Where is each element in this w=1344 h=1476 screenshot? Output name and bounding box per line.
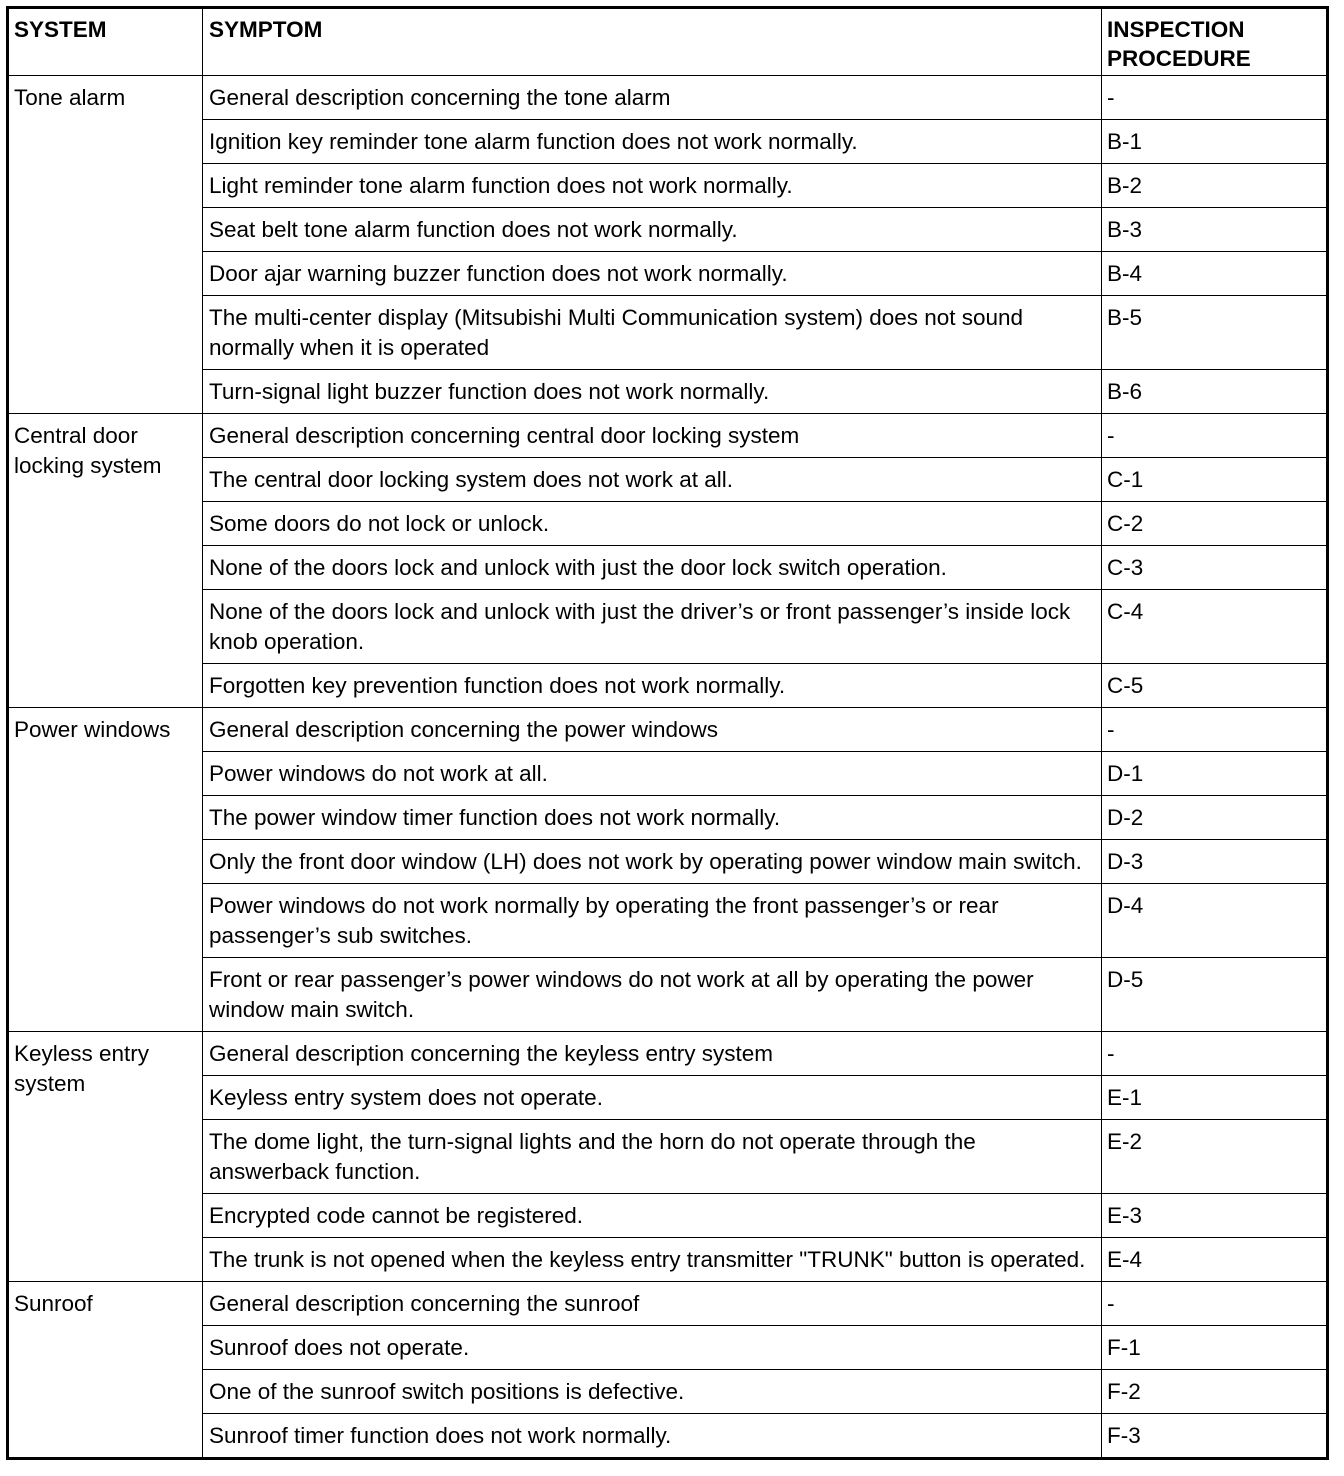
table-row (8, 252, 1328, 296)
table-row (8, 752, 1328, 796)
symptom-cell: General description concerning the tone alarm (203, 76, 1102, 120)
procedure-cell: B-4 (1102, 252, 1328, 296)
procedure-cell: B-5 (1102, 296, 1328, 370)
table-row (8, 840, 1328, 884)
table-row (8, 884, 1328, 958)
table-row (8, 502, 1328, 546)
system-cell: Sunroof (8, 1282, 203, 1459)
procedure-cell: D-5 (1102, 958, 1328, 1032)
header-symptom: SYMPTOM (203, 8, 1102, 76)
system-cell: Power windows (8, 708, 203, 1032)
header-inspection-procedure: INSPECTION PROCEDURE (1102, 8, 1328, 76)
procedure-cell: F-1 (1102, 1326, 1328, 1370)
symptom-cell: Light reminder tone alarm function does not work normally. (203, 164, 1102, 208)
table-row (8, 1282, 1328, 1326)
symptom-cell: Some doors do not lock or unlock. (203, 502, 1102, 546)
procedure-cell: C-4 (1102, 590, 1328, 664)
procedure-cell: C-1 (1102, 458, 1328, 502)
table-row (8, 1414, 1328, 1459)
symptom-cell: Front or rear passenger’s power windows do not work at all by operating the power window main switch. (203, 958, 1102, 1032)
table-row (8, 120, 1328, 164)
symptom-cell: General description concerning central door locking system (203, 414, 1102, 458)
procedure-cell: C-5 (1102, 664, 1328, 708)
procedure-cell: F-2 (1102, 1370, 1328, 1414)
symptom-cell: Ignition key reminder tone alarm function does not work normally. (203, 120, 1102, 164)
procedure-cell: D-2 (1102, 796, 1328, 840)
symptom-table (6, 6, 1329, 1460)
table-header (8, 8, 1328, 76)
table-row (8, 296, 1328, 370)
symptom-cell: The multi-center display (Mitsubishi Multi Communication system) does not sound normally when it is operated (203, 296, 1102, 370)
table-row (8, 796, 1328, 840)
symptom-cell: Seat belt tone alarm function does not work normally. (203, 208, 1102, 252)
table-row (8, 708, 1328, 752)
procedure-cell: B-3 (1102, 208, 1328, 252)
symptom-cell: Keyless entry system does not operate. (203, 1076, 1102, 1120)
table-row (8, 1076, 1328, 1120)
system-cell: Central door locking system (8, 414, 203, 708)
procedure-cell: - (1102, 1032, 1328, 1076)
procedure-cell: E-1 (1102, 1076, 1328, 1120)
table-row (8, 958, 1328, 1032)
symptom-cell: None of the doors lock and unlock with just the door lock switch operation. (203, 546, 1102, 590)
symptom-cell: Door ajar warning buzzer function does not work normally. (203, 252, 1102, 296)
table-row (8, 1194, 1328, 1238)
symptom-cell: One of the sunroof switch positions is defective. (203, 1370, 1102, 1414)
symptom-cell: Only the front door window (LH) does not work by operating power window main switch. (203, 840, 1102, 884)
symptom-cell: Power windows do not work normally by operating the front passenger’s or rear passenger’s sub switches. (203, 884, 1102, 958)
symptom-cell: Sunroof timer function does not work normally. (203, 1414, 1102, 1459)
table-row (8, 546, 1328, 590)
procedure-cell: - (1102, 1282, 1328, 1326)
header-row (8, 8, 1328, 76)
table-row (8, 1238, 1328, 1282)
procedure-cell: B-2 (1102, 164, 1328, 208)
table-row (8, 1120, 1328, 1194)
table-row (8, 664, 1328, 708)
header-system: SYSTEM (8, 8, 203, 76)
symptom-cell: General description concerning the sunroof (203, 1282, 1102, 1326)
procedure-cell: C-2 (1102, 502, 1328, 546)
symptom-cell: None of the doors lock and unlock with just the driver’s or front passenger’s inside lock knob operation. (203, 590, 1102, 664)
procedure-cell: E-3 (1102, 1194, 1328, 1238)
procedure-cell: - (1102, 708, 1328, 752)
symptom-cell: Power windows do not work at all. (203, 752, 1102, 796)
table-row (8, 1326, 1328, 1370)
table-body (8, 76, 1328, 1459)
symptom-cell: General description concerning the power windows (203, 708, 1102, 752)
procedure-cell: - (1102, 414, 1328, 458)
table-row (8, 414, 1328, 458)
symptom-cell: The power window timer function does not work normally. (203, 796, 1102, 840)
table-row (8, 370, 1328, 414)
table-row (8, 1370, 1328, 1414)
table-row (8, 458, 1328, 502)
procedure-cell: C-3 (1102, 546, 1328, 590)
table-row (8, 208, 1328, 252)
procedure-cell: B-6 (1102, 370, 1328, 414)
procedure-cell: - (1102, 76, 1328, 120)
symptom-cell: Turn-signal light buzzer function does not work normally. (203, 370, 1102, 414)
symptom-cell: The central door locking system does not work at all. (203, 458, 1102, 502)
symptom-cell: Encrypted code cannot be registered. (203, 1194, 1102, 1238)
procedure-cell: B-1 (1102, 120, 1328, 164)
symptom-cell: The dome light, the turn-signal lights and the horn do not operate through the answerback function. (203, 1120, 1102, 1194)
system-cell: Keyless entry system (8, 1032, 203, 1282)
procedure-cell: E-4 (1102, 1238, 1328, 1282)
table-row (8, 590, 1328, 664)
procedure-cell: F-3 (1102, 1414, 1328, 1459)
symptom-cell: Sunroof does not operate. (203, 1326, 1102, 1370)
procedure-cell: D-3 (1102, 840, 1328, 884)
procedure-cell: D-4 (1102, 884, 1328, 958)
procedure-cell: E-2 (1102, 1120, 1328, 1194)
procedure-cell: D-1 (1102, 752, 1328, 796)
symptom-cell: Forgotten key prevention function does not work normally. (203, 664, 1102, 708)
symptom-cell: General description concerning the keyless entry system (203, 1032, 1102, 1076)
table-row (8, 76, 1328, 120)
table-row (8, 1032, 1328, 1076)
system-cell: Tone alarm (8, 76, 203, 414)
symptom-cell: The trunk is not opened when the keyless entry transmitter "TRUNK" button is operated. (203, 1238, 1102, 1282)
table-row (8, 164, 1328, 208)
